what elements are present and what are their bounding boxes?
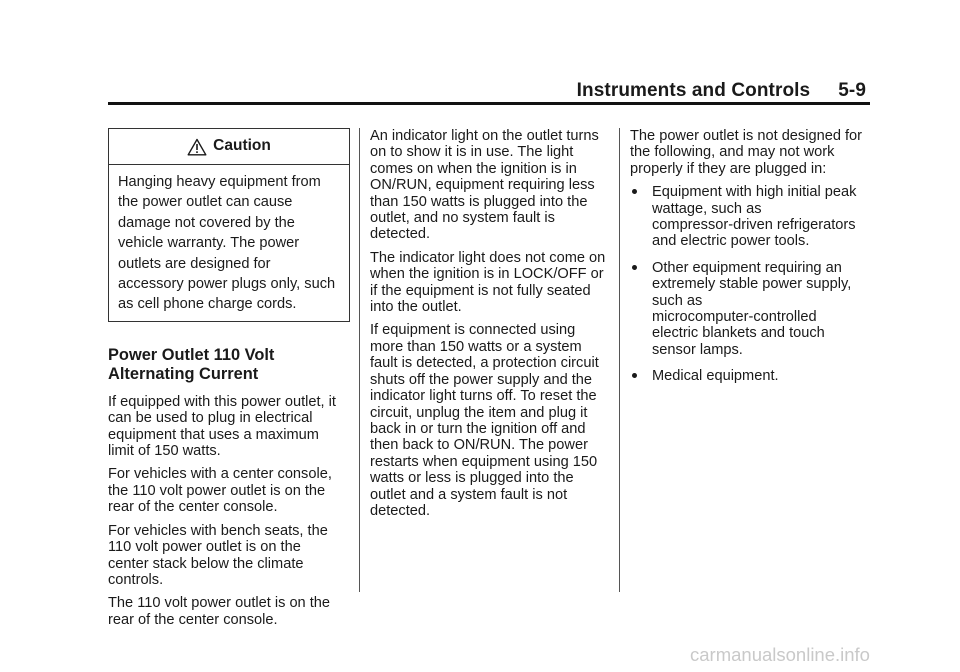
- caution-body: [109, 165, 349, 321]
- caution-line: as cell phone charge cords.: [118, 296, 297, 313]
- column-divider: [359, 128, 360, 592]
- text-line: If equipment is connected using: [370, 322, 576, 339]
- text-line: when the ignition is in LOCK/OFF or: [370, 266, 604, 283]
- bullet-list: [630, 184, 870, 384]
- text-line: watts or less is plugged into the: [370, 470, 574, 487]
- text-line: into the outlet.: [370, 299, 462, 316]
- text-line: Other equipment requiring an: [652, 259, 842, 276]
- text-line: circuit, unplug the item and plug it: [370, 404, 588, 421]
- caution-line: vehicle warranty. The power: [118, 235, 300, 252]
- page-header: [108, 80, 870, 105]
- caution-line: outlets are designed for: [118, 255, 271, 272]
- column-1: [108, 128, 350, 635]
- text-line: on to show it is in use. The light: [370, 144, 574, 161]
- column-2: [370, 128, 610, 526]
- paragraph: [108, 466, 350, 515]
- text-line: electric blankets and touch: [652, 325, 825, 342]
- column-divider: [619, 128, 620, 592]
- text-line: than 150 watts is plugged into the: [370, 193, 588, 210]
- text-line: wattage, such as: [652, 200, 762, 217]
- caution-line: damage not covered by the: [118, 214, 295, 231]
- caution-line: the power outlet can cause: [118, 194, 293, 211]
- text-line: detected.: [370, 226, 431, 243]
- text-line: extremely stable power supply,: [652, 276, 852, 293]
- text-line: outlet, and no system fault is: [370, 210, 555, 227]
- section-title: Instruments and Controls: [576, 80, 811, 101]
- text-line: and electric power tools.: [652, 233, 810, 250]
- text-line: An indicator light on the outlet turns: [370, 128, 599, 144]
- caution-header: [109, 129, 349, 165]
- list-item: [630, 260, 870, 358]
- page-number: 5-9: [838, 80, 866, 101]
- paragraph: [108, 523, 350, 589]
- paragraph: [630, 128, 870, 177]
- caution-line: accessory power plugs only, such: [118, 276, 336, 293]
- paragraph: [370, 322, 610, 519]
- text-line: indicator light turns off. To reset the: [370, 388, 597, 405]
- column-3: [630, 128, 870, 395]
- bullet-icon: [632, 189, 637, 194]
- text-line: fault is detected, a protection circuit: [370, 355, 599, 372]
- text-line: For vehicles with bench seats, the: [108, 522, 328, 539]
- text-line: The 110 volt power outlet is on the: [108, 595, 331, 612]
- header-text: [577, 80, 866, 102]
- section-heading-line: Alternating Current: [108, 364, 259, 383]
- text-line: outlet and a system fault is not: [370, 486, 568, 503]
- text-line: ON/RUN, equipment requiring less: [370, 177, 595, 194]
- text-line: The power outlet is not designed for: [630, 128, 863, 144]
- text-line: The indicator light does not come on: [370, 249, 606, 266]
- text-line: properly if they are plugged in:: [630, 160, 827, 177]
- text-line: Medical equipment.: [652, 368, 779, 385]
- text-line: equipment that uses a maximum: [108, 426, 319, 443]
- text-line: comes on when the ignition is in: [370, 160, 577, 177]
- caution-title: Caution: [213, 137, 271, 155]
- paragraph: [108, 595, 350, 628]
- section-heading: [108, 346, 350, 384]
- text-line: the 110 volt power outlet is on the: [108, 482, 326, 499]
- text-line: the following, and may not work: [630, 144, 835, 161]
- paragraph: [108, 394, 350, 460]
- watermark: carmanualsonline.info: [690, 644, 870, 665]
- text-line: restarts when equipment using 150: [370, 453, 598, 470]
- text-line: Equipment with high initial peak: [652, 184, 857, 201]
- text-line: if the equipment is not fully seated: [370, 282, 591, 299]
- text-line: If equipped with this power outlet, it: [108, 393, 336, 410]
- text-line: sensor lamps.: [652, 341, 743, 358]
- text-line: rear of the center console.: [108, 499, 278, 516]
- text-line: rear of the center console.: [108, 611, 278, 628]
- list-item: [630, 368, 870, 384]
- text-line: more than 150 watts or a system: [370, 338, 582, 355]
- text-line: 110 volt power outlet is on the: [108, 539, 301, 556]
- warning-triangle-icon: [187, 138, 207, 156]
- paragraph: [370, 128, 610, 243]
- text-line: microcomputer-controlled: [652, 309, 817, 326]
- text-line: center stack below the climate: [108, 555, 304, 572]
- caution-line: Hanging heavy equipment from: [118, 174, 321, 190]
- text-line: detected.: [370, 502, 431, 519]
- section-heading-line: Power Outlet 110 Volt: [108, 345, 275, 364]
- caution-box: [108, 128, 350, 322]
- text-line: shuts off the power supply and the: [370, 371, 593, 388]
- bullet-icon: [632, 265, 637, 270]
- text-line: For vehicles with a center console,: [108, 466, 332, 483]
- list-item: [630, 184, 870, 250]
- text-line: controls.: [108, 571, 164, 588]
- text-line: then back to ON/RUN. The power: [370, 437, 588, 454]
- paragraph: [370, 250, 610, 316]
- bullet-icon: [632, 373, 637, 378]
- text-line: limit of 150 watts.: [108, 443, 221, 460]
- text-line: back in or turn the ignition off and: [370, 420, 586, 437]
- text-line: such as: [652, 292, 703, 309]
- text-line: compressor-driven refrigerators: [652, 217, 856, 234]
- text-line: can be used to plug in electrical: [108, 410, 313, 427]
